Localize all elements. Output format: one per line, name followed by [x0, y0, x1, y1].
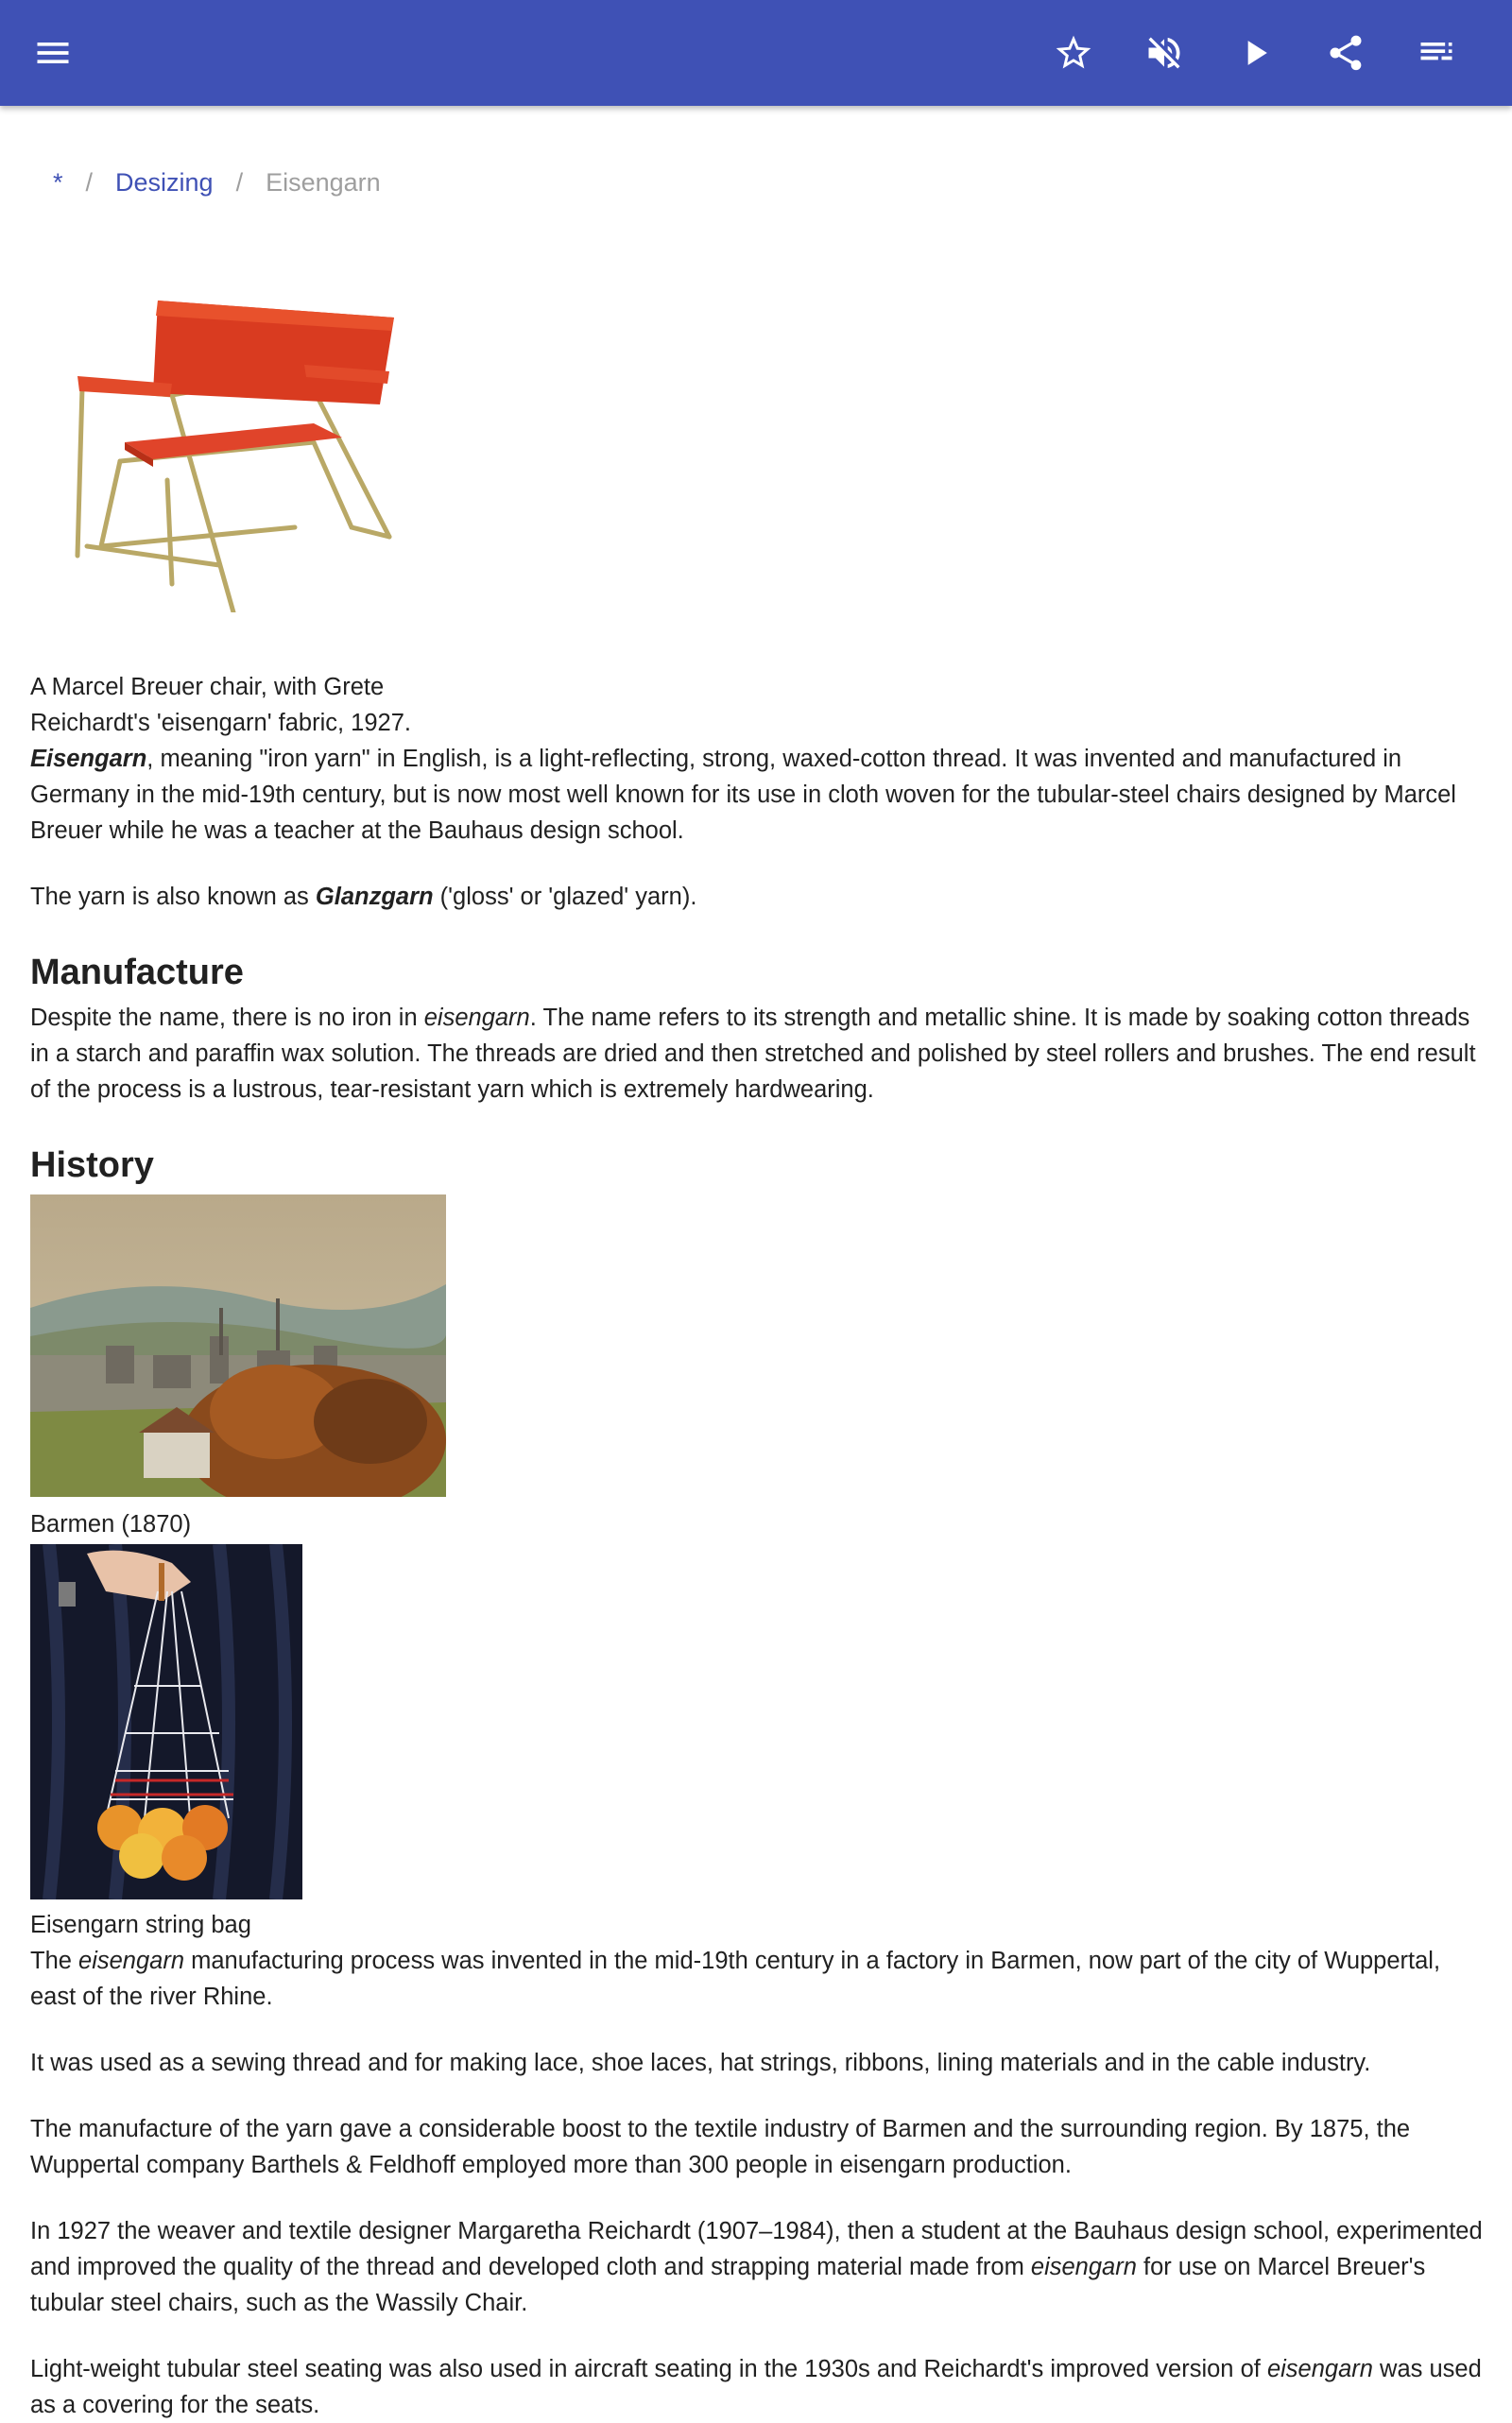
play-icon[interactable]: [1225, 23, 1285, 83]
alias-term: Glanzgarn: [315, 884, 434, 910]
p4-after: for use on Marcel Breuer's tubular steel chairs, such as the Wassily Chair.: [30, 2254, 1426, 2316]
breadcrumb-separator: /: [85, 168, 94, 197]
star-outline-icon[interactable]: [1043, 23, 1104, 83]
figure-caption: A Marcel Breuer chair, with Grete Reichardt's 'eisengarn' fabric, 1927.: [30, 674, 411, 736]
intro-term: Eisengarn: [30, 746, 147, 772]
app-bar: [0, 0, 1512, 106]
p5-after: was used as a covering for the seats.: [30, 2356, 1482, 2418]
manufacture-paragraph: [30, 1000, 1486, 1108]
chair-image[interactable]: [30, 282, 408, 612]
intro-text: , meaning "iron yarn" in English, is a light-reflecting, strong, waxed-cotton thread. It was invented and manufactured in Germany in the mid-19th century, but is now most well known for its use in cloth woven for the tubular-steel chairs designed by Marcel Breuer while he was a teacher at the Bauhaus design school.: [30, 746, 1456, 844]
manufacture-before: Despite the name, there is no iron in: [30, 1005, 424, 1031]
history-paragraph-1: [30, 1943, 1486, 2015]
playlist-icon[interactable]: [1406, 23, 1467, 83]
string-bag-image[interactable]: [30, 1544, 302, 1899]
alias-before: The yarn is also known as: [30, 884, 316, 910]
p1-term: eisengarn: [78, 1948, 185, 1974]
manufacture-after: . The name refers to its strength and metallic shine. It is made by soaking cotton threads in a starch and paraffin wax solution. The threads are dried and then stretched and polished by steel rollers and brushes. The end result of the process is a lustrous, tear-resistant yarn which is extremely hardwearing.: [30, 1005, 1476, 1103]
volume-off-icon[interactable]: [1134, 23, 1194, 83]
history-paragraph-4: [30, 2213, 1486, 2321]
section-heading-manufacture: Manufacture: [30, 953, 244, 992]
p5-term: eisengarn: [1266, 2356, 1373, 2382]
barmen-painting-image[interactable]: [30, 1194, 446, 1497]
p4-before: In 1927 the weaver and textile designer Margaretha Reichardt (1907–1984), then a student at the Bauhaus design school, experimented and improved the quality of the thread and developed cloth and strapping material made from: [30, 2218, 1483, 2280]
share-icon[interactable]: [1315, 23, 1376, 83]
breadcrumb-separator: /: [235, 168, 244, 197]
manufacture-term: eisengarn: [423, 1005, 530, 1031]
p1-after: manufacturing process was invented in the mid-19th century in a factory in Barmen, now part of the city of Wuppertal, east of the river Rhine.: [30, 1948, 1441, 2010]
intro-paragraph: [30, 741, 1486, 849]
figure-caption: Barmen (1870): [30, 1511, 192, 1538]
p4-term: eisengarn: [1030, 2254, 1137, 2280]
alias-paragraph: [30, 879, 1486, 915]
section-heading-history: History: [30, 1145, 154, 1185]
breadcrumb-parent-link[interactable]: Desizing: [115, 168, 214, 197]
alias-after: ('gloss' or 'glazed' yarn).: [433, 884, 697, 910]
breadcrumb-root-link[interactable]: *: [53, 168, 63, 197]
breadcrumb: [53, 168, 381, 198]
figure-caption: Eisengarn string bag: [30, 1912, 251, 1938]
breadcrumb-current: Eisengarn: [266, 168, 381, 197]
history-paragraph-5: [30, 2351, 1486, 2423]
p5-before: Light-weight tubular steel seating was also used in aircraft seating in the 1930s and Reichardt's improved version of: [30, 2356, 1267, 2382]
p1-before: The: [30, 1948, 79, 1974]
history-paragraph-3: The manufacture of the yarn gave a considerable boost to the textile industry of Barmen and the surrounding region. By 1875, the Wuppertal company Barthels & Feldhoff employed more than 300 people in eisengarn production.: [30, 2116, 1411, 2178]
history-paragraph-2: It was used as a sewing thread and for making lace, shoe laces, hat strings, ribbons, lining materials and in the cable industry.: [30, 2050, 1371, 2076]
menu-icon[interactable]: [23, 23, 83, 83]
